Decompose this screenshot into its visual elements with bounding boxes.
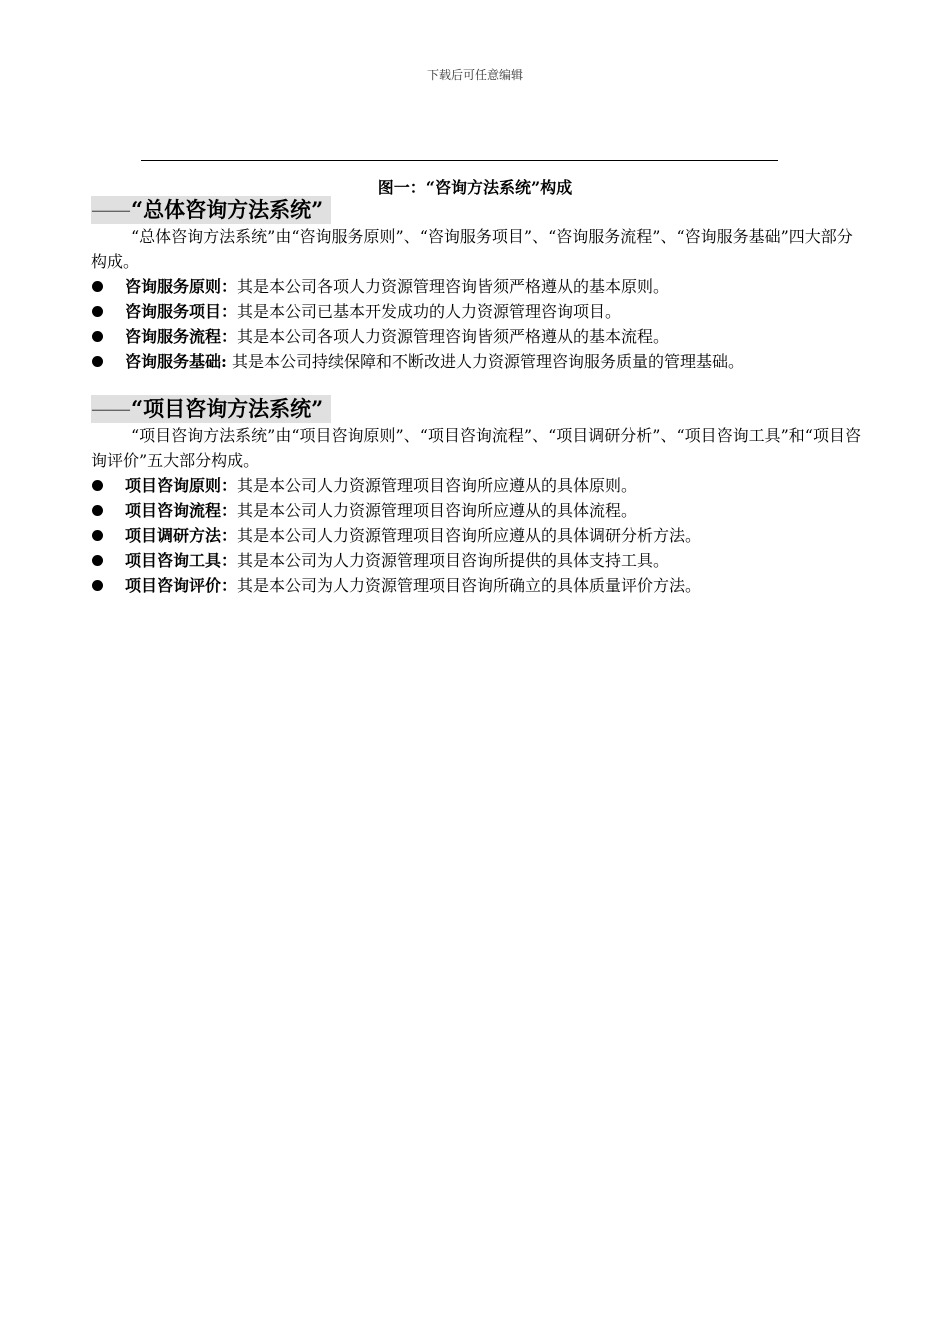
section-intro: “项目咨询方法系统”由“项目咨询原则”、“项目咨询流程”、“项目调研分析”、“项目咨询工具”和“项目咨询评价”五大部分构成。 [91,426,861,470]
bullet-text: 其是本公司人力资源管理项目咨询所应遵从的具体原则。 [237,476,638,495]
heading-dash: —— [91,397,129,421]
bullet-icon [92,281,103,292]
list-item [91,523,891,548]
section-intro: “总体咨询方法系统”由“咨询服务原则”、“咨询服务项目”、“咨询服务流程”、“咨询服务基础”四大部分构成。 [91,227,853,271]
figure-rule [141,160,778,161]
bullet-list [91,274,891,374]
bullet-text: 其是本公司持续保障和不断改进人力资源管理咨询服务质量的管理基础。 [226,352,745,371]
list-item [91,324,891,349]
heading-title: “总体咨询方法系统” [131,197,324,222]
bullet-term: 项目调研方法： [125,526,238,545]
list-item [91,573,891,598]
bullet-text: 其是本公司各项人力资源管理咨询皆须严格遵从的基本流程。 [237,327,670,346]
bullet-term: 项目咨询评价： [125,576,238,595]
list-item [91,548,891,573]
bullet-term: 项目咨询原则： [125,476,238,495]
list-item [91,349,891,374]
header-note: 下载后可任意编辑 [426,68,523,82]
bullet-icon [92,306,103,317]
bullet-icon [92,530,103,541]
bullet-text: 其是本公司已基本开发成功的人力资源管理咨询项目。 [237,302,622,321]
bullet-term: 咨询服务流程： [125,327,238,346]
section-project-method [91,395,891,598]
bullet-icon [92,555,103,566]
bullet-list [91,473,891,598]
bullet-icon [92,331,103,342]
bullet-text: 其是本公司人力资源管理项目咨询所应遵从的具体调研分析方法。 [237,526,702,545]
bullet-term: 咨询服务原则： [125,277,238,296]
section-overall-method [91,196,891,374]
section-heading [91,196,331,224]
list-item [91,498,891,523]
bullet-term: 项目咨询流程： [125,501,238,520]
bullet-icon [92,480,103,491]
bullet-term: 咨询服务基础: [125,352,227,371]
figure-caption: 图一：“咨询方法系统”构成 [377,178,573,197]
heading-dash: —— [91,198,129,222]
bullet-text: 其是本公司为人力资源管理项目咨询所提供的具体支持工具。 [237,551,670,570]
bullet-text: 其是本公司为人力资源管理项目咨询所确立的具体质量评价方法。 [237,576,702,595]
bullet-term: 项目咨询工具： [125,551,238,570]
list-item [91,299,891,324]
bullet-term: 咨询服务项目： [125,302,238,321]
list-item [91,473,891,498]
bullet-icon [92,356,103,367]
heading-title: “项目咨询方法系统” [131,396,324,421]
bullet-text: 其是本公司各项人力资源管理咨询皆须严格遵从的基本原则。 [237,277,670,296]
bullet-icon [92,505,103,516]
bullet-icon [92,580,103,591]
section-heading [91,395,331,423]
bullet-text: 其是本公司人力资源管理项目咨询所应遵从的具体流程。 [237,501,638,520]
list-item [91,274,891,299]
